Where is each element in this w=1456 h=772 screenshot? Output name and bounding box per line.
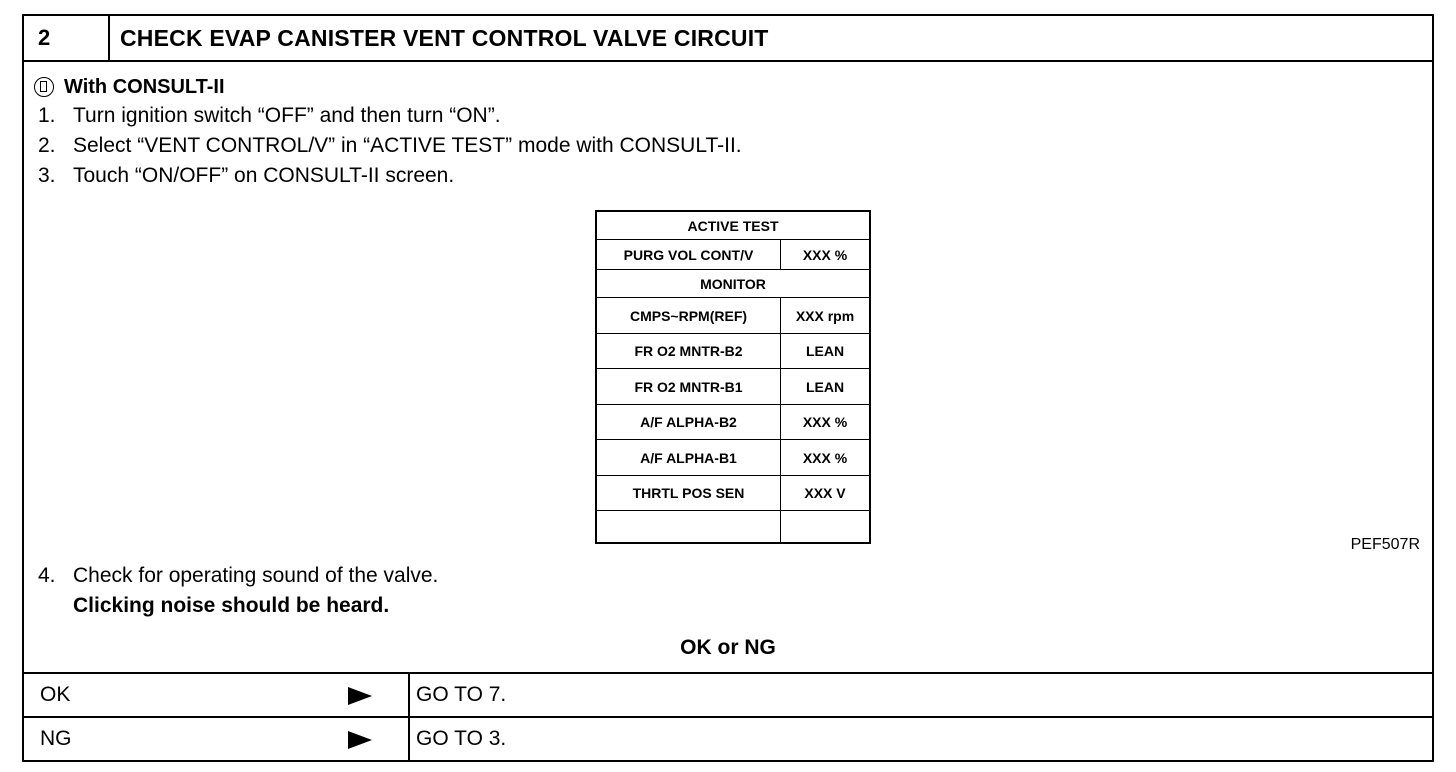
monitor-value: XXX V <box>804 485 846 501</box>
procedure-table <box>22 14 1434 762</box>
step-item-number: 3. <box>38 164 56 187</box>
monitor-row <box>597 369 869 405</box>
monitor-row <box>597 511 869 542</box>
monitor-value: XXX rpm <box>795 307 855 324</box>
monitor-row <box>597 334 869 369</box>
step-item <box>38 564 438 588</box>
result-label: NG <box>40 727 72 750</box>
step-note: Clicking noise should be heard. <box>73 594 390 617</box>
step-item-number: 2. <box>38 134 56 157</box>
consult-tool-icon <box>34 77 54 97</box>
monitor-value: LEAN <box>805 343 845 359</box>
arrow-right-icon <box>348 731 372 749</box>
step-item-number: 1. <box>38 104 56 127</box>
monitor-row <box>597 476 869 511</box>
active-test-header: ACTIVE TEST <box>687 217 779 234</box>
divider <box>408 718 410 760</box>
result-prompt: OK or NG <box>680 636 776 659</box>
monitor-item: FR O2 MNTR-B2 <box>597 334 781 368</box>
consult-section-label <box>34 74 225 100</box>
monitor-row <box>597 440 869 476</box>
monitor-item <box>597 511 781 542</box>
step-item-text: Select “VENT CONTROL/V” in “ACTIVE TEST” mode with CONSULT-II. <box>73 134 742 157</box>
monitor-value <box>781 511 869 542</box>
monitor-item: FR O2 MNTR-B1 <box>597 369 781 404</box>
monitor-item: CMPS~RPM(REF) <box>597 298 781 333</box>
result-label: OK <box>40 683 71 706</box>
result-row-ng <box>24 716 1432 760</box>
monitor-header: MONITOR <box>700 275 766 292</box>
monitor-value: XXX % <box>802 449 848 466</box>
step-item <box>38 134 742 158</box>
monitor-item: A/F ALPHA-B1 <box>597 440 781 475</box>
monitor-value: LEAN <box>805 378 845 395</box>
result-action: GO TO 7. <box>416 683 507 706</box>
step-item-text: Check for operating sound of the valve. <box>73 564 439 587</box>
arrow-right-icon <box>348 687 372 705</box>
step-item-text: Touch “ON/OFF” on CONSULT-II screen. <box>73 164 455 187</box>
active-test-header-row <box>597 212 869 240</box>
result-row-ok <box>24 672 1432 716</box>
monitor-item: THRTL POS SEN <box>597 476 781 510</box>
step-header <box>24 16 1432 62</box>
monitor-value: XXX % <box>802 414 848 430</box>
monitor-row <box>597 298 869 334</box>
step-item-text: Turn ignition switch “OFF” and then turn “ON”. <box>73 104 501 127</box>
active-test-item: PURG VOL CONT/V <box>597 240 781 269</box>
figure-code: PEF507R <box>1350 536 1420 553</box>
step-item-number: 4. <box>38 564 56 587</box>
divider <box>408 674 410 716</box>
step-title: CHECK EVAP CANISTER VENT CONTROL VALVE CIRCUIT <box>120 25 769 51</box>
monitor-item: A/F ALPHA-B2 <box>597 405 781 439</box>
step-item <box>38 164 454 188</box>
step-item <box>38 104 501 128</box>
active-test-value: XXX % <box>802 246 848 263</box>
monitor-header-row <box>597 270 869 298</box>
consult-label: With CONSULT-II <box>64 75 225 98</box>
step-number: 2 <box>24 16 110 60</box>
monitor-row <box>597 405 869 440</box>
active-test-row <box>597 240 869 270</box>
consult-screen-figure <box>595 210 871 544</box>
result-action: GO TO 3. <box>416 727 507 750</box>
